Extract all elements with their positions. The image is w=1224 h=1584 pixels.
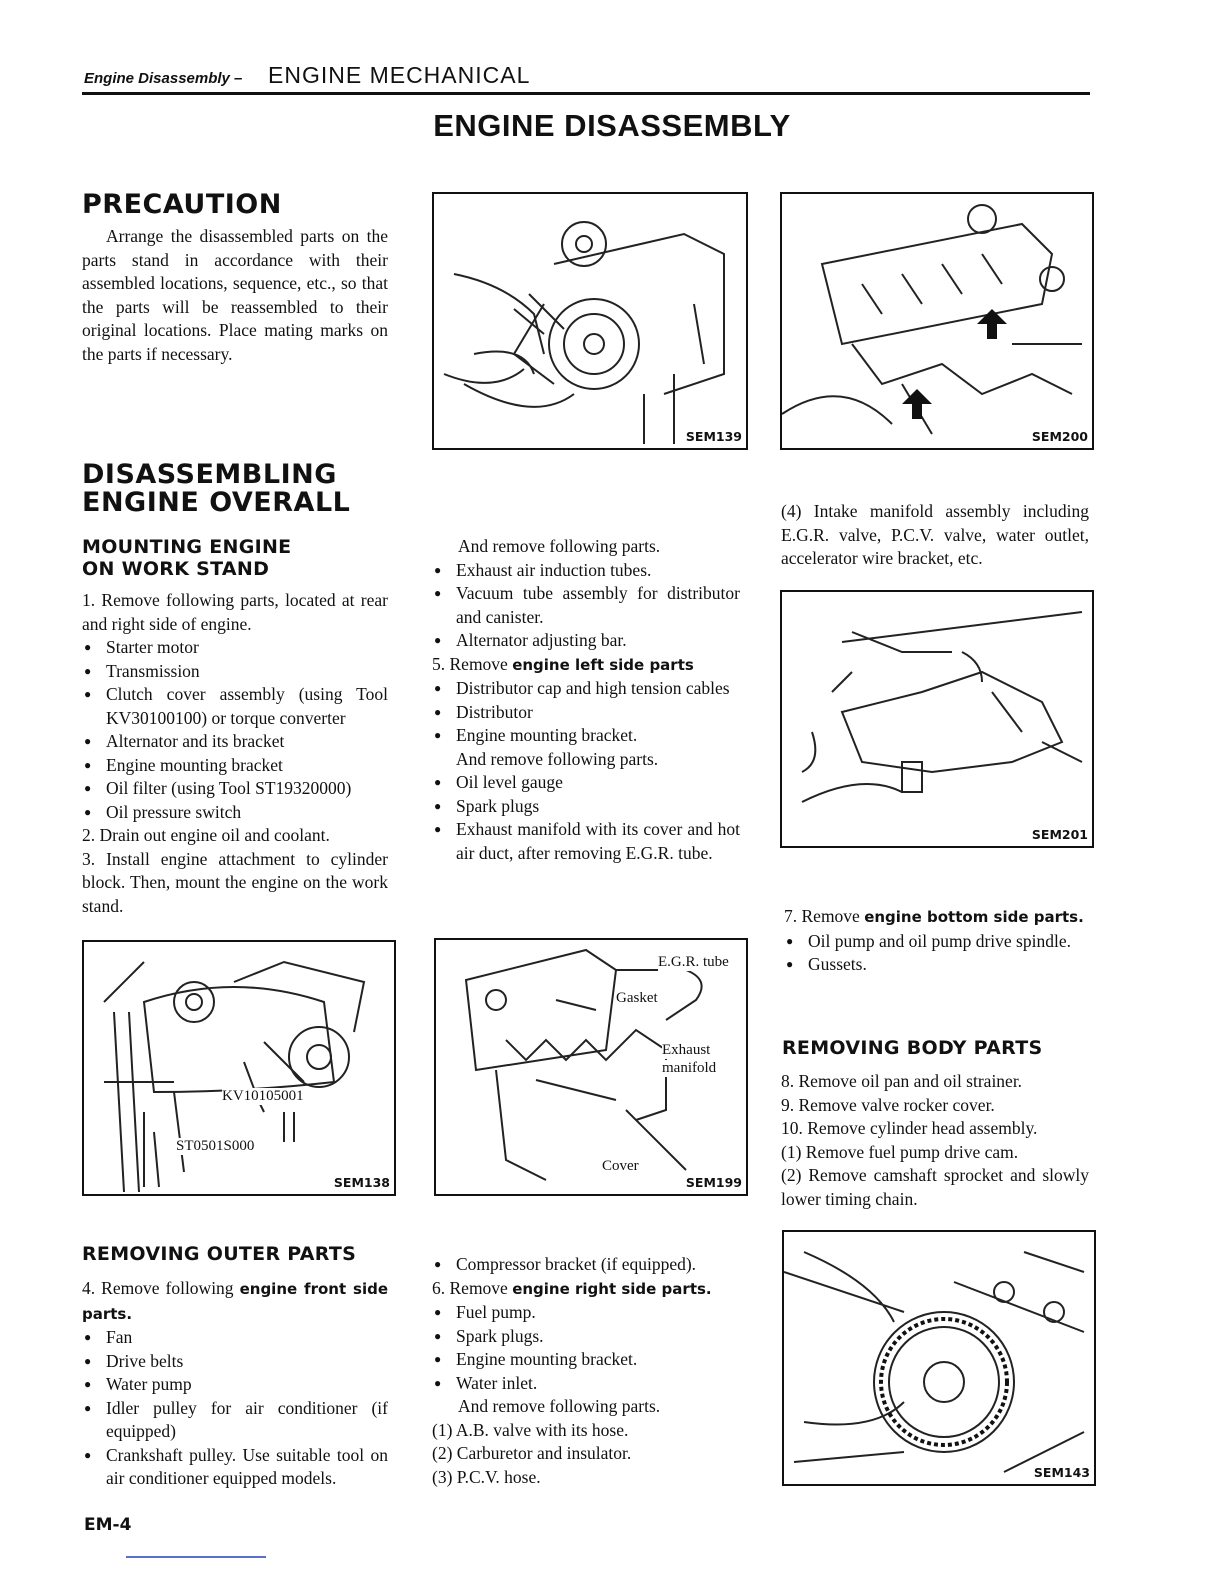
precaution-text: Arrange the disassembled parts on the parts stand in accordance with their assembled locations, sequence, etc., so that the parts will be reassembled to their original locations. Place mating marks on the parts if necessary. [82,226,388,364]
manifold-label: manifold [662,1060,717,1076]
figure-code: SEM199 [685,1175,742,1190]
intake-manifold-drawing [782,194,1092,448]
body-step: 10. Remove cylinder head assembly. [781,1118,1038,1138]
step-7 [784,905,1089,930]
tool-st-label: ST0501S000 [176,1138,255,1154]
mounting-bullet: ● Engine mounting bracket [82,754,388,778]
step-5-bold: engine left side parts [512,655,694,674]
middle-bullet: ● Oil level gauge [432,771,740,795]
sub-item: (3) P.C.V. hose. [432,1466,541,1487]
sub-item: (1) A.B. valve with its hose. [432,1419,629,1440]
step-6 [432,1277,742,1302]
figure-code: SEM201 [1031,827,1088,842]
step-5 [432,653,740,678]
figure-sem143 [782,1230,1096,1486]
remove-intro-2: And remove following parts. [456,748,659,769]
figure-sem200 [780,192,1094,450]
step-4-text: 4. Remove following [82,1278,240,1298]
page-number: EM-4 [84,1515,132,1535]
middle-bullet: ● Exhaust manifold with its cover and hot air duct, after removing E.G.R. tube. [432,818,740,865]
right-bullet: ● Gussets. [784,953,1089,977]
item-4-block [781,500,1089,571]
figure-code: SEM138 [333,1175,390,1190]
manifold-assembly-drawing [782,592,1092,846]
body-parts-steps [781,1070,1089,1211]
header-section: Engine Disassembly – [84,70,243,87]
body-step: 8. Remove oil pan and oil strainer. [781,1071,1023,1091]
outer-bullet: ● Idler pulley for air conditioner (if equipped) [82,1397,388,1444]
mounting-bullet: ● Alternator and its bracket [82,730,388,754]
mounting-bullet: ● Starter motor [82,636,388,660]
step-5-text: 5. Remove [432,653,513,674]
compressor-bullet: ● Compressor bracket (if equipped). [432,1253,742,1277]
middle-bullet: ● Water inlet. [432,1372,742,1396]
body-step: (1) Remove fuel pump drive cam. [781,1141,1019,1162]
pulley-removal-drawing [434,194,746,448]
figure-code: SEM143 [1033,1465,1090,1480]
disassembling-heading-1: DISASSEMBLING [82,459,337,490]
mounting-bullet: ● Clutch cover assembly (using Tool KV30100100) or torque converter [82,683,388,730]
right-bullet: ● Oil pump and oil pump drive spindle. [784,930,1089,954]
precaution-heading: PRECAUTION [82,189,282,220]
outer-bullet: ● Crankshaft pulley. Use suitable tool on air conditioner equipped models. [82,1444,388,1491]
middle-bullet: ● Fuel pump. [432,1301,742,1325]
step-2: 2. Drain out engine oil and coolant. [82,825,330,845]
body-parts-heading: REMOVING BODY PARTS [782,1037,1043,1059]
step-4-bold: engine front side parts. [82,1280,388,1323]
mounting-steps [82,589,388,918]
step-7-bold: engine bottom side parts. [864,908,1084,926]
figure-code: SEM200 [1031,429,1088,444]
body-step: 9. Remove valve rocker cover. [781,1094,995,1115]
engine-stand-drawing [84,942,394,1194]
step-1: 1. Remove following parts, located at rear and right side of engine. [82,590,388,634]
header-chapter: ENGINE MECHANICAL [268,62,531,88]
precaution-block [82,225,388,366]
outer-parts-heading: REMOVING OUTER PARTS [82,1243,357,1265]
middle-bullet: ● Distributor cap and high tension cables [432,677,740,701]
mounting-bullet: ● Oil filter (using Tool ST19320000) [82,777,388,801]
figure-sem138 [82,940,396,1196]
mounting-heading-2: ON WORK STAND [82,558,270,580]
step-6-bold: engine right side parts. [512,1279,712,1298]
step-3: 3. Install engine attachment to cylinder block. Then, mount the engine on the work stand. [82,848,388,916]
remove-intro: And remove following parts. [458,536,661,556]
footer-line [126,1556,266,1558]
mounting-bullet: ● Oil pressure switch [82,801,388,825]
figure-code: SEM139 [685,429,742,444]
outer-bullet: ● Water pump [82,1373,388,1397]
timing-chain-drawing [784,1232,1094,1484]
mounting-heading-1: MOUNTING ENGINE [82,536,292,558]
middle-bullet: ● Spark plugs [432,795,740,819]
middle-bullet: ● Alternator adjusting bar. [432,629,740,653]
outer-bullet: ● Drive belts [82,1350,388,1374]
gasket-label: Gasket [616,990,658,1006]
cover-label: Cover [602,1158,639,1174]
figure-sem201 [780,590,1094,848]
sub-item: (2) Carburetor and insulator. [432,1443,632,1463]
body-step: (2) Remove camshaft sprocket and slowly lower timing chain. [781,1165,1089,1209]
middle-bullet: ● Spark plugs. [432,1325,742,1349]
middle-bullet: ● Engine mounting bracket. [432,724,740,748]
figure-sem199 [434,938,748,1196]
middle-bullet: ● Vacuum tube assembly for distributor and canister. [432,582,740,629]
remove-intro-3: And remove following parts. [458,1396,661,1416]
step-4 [82,1277,388,1326]
outer-bullet: ● Fan [82,1326,388,1350]
outer-parts-steps [82,1277,388,1491]
figure-sem139 [432,192,748,450]
egr-tube-label: E.G.R. tube [658,954,729,970]
middle-bullet: ● Engine mounting bracket. [432,1348,742,1372]
item-4: (4) Intake manifold assembly including E.G.R. valve, P.C.V. valve, water outlet, accelerator wire bracket, etc. [781,501,1089,568]
step-7-text: 7. Remove [784,906,865,926]
middle-bullet: ● Distributor [432,701,740,725]
step-6-text: 6. Remove [432,1277,513,1298]
middle-bullet: ● Exhaust air induction tubes. [432,559,740,583]
mounting-bullet: ● Transmission [82,660,388,684]
disassembling-heading-2: ENGINE OVERALL [82,487,351,518]
middle-bottom-steps [432,1253,742,1489]
step-7-block [784,905,1089,977]
tool-kv-label: KV10105001 [222,1088,304,1104]
page-title: ENGINE DISASSEMBLY [433,108,791,143]
header-rule [82,92,1090,95]
middle-top-steps [432,535,740,865]
exhaust-label: Exhaust [662,1042,711,1058]
